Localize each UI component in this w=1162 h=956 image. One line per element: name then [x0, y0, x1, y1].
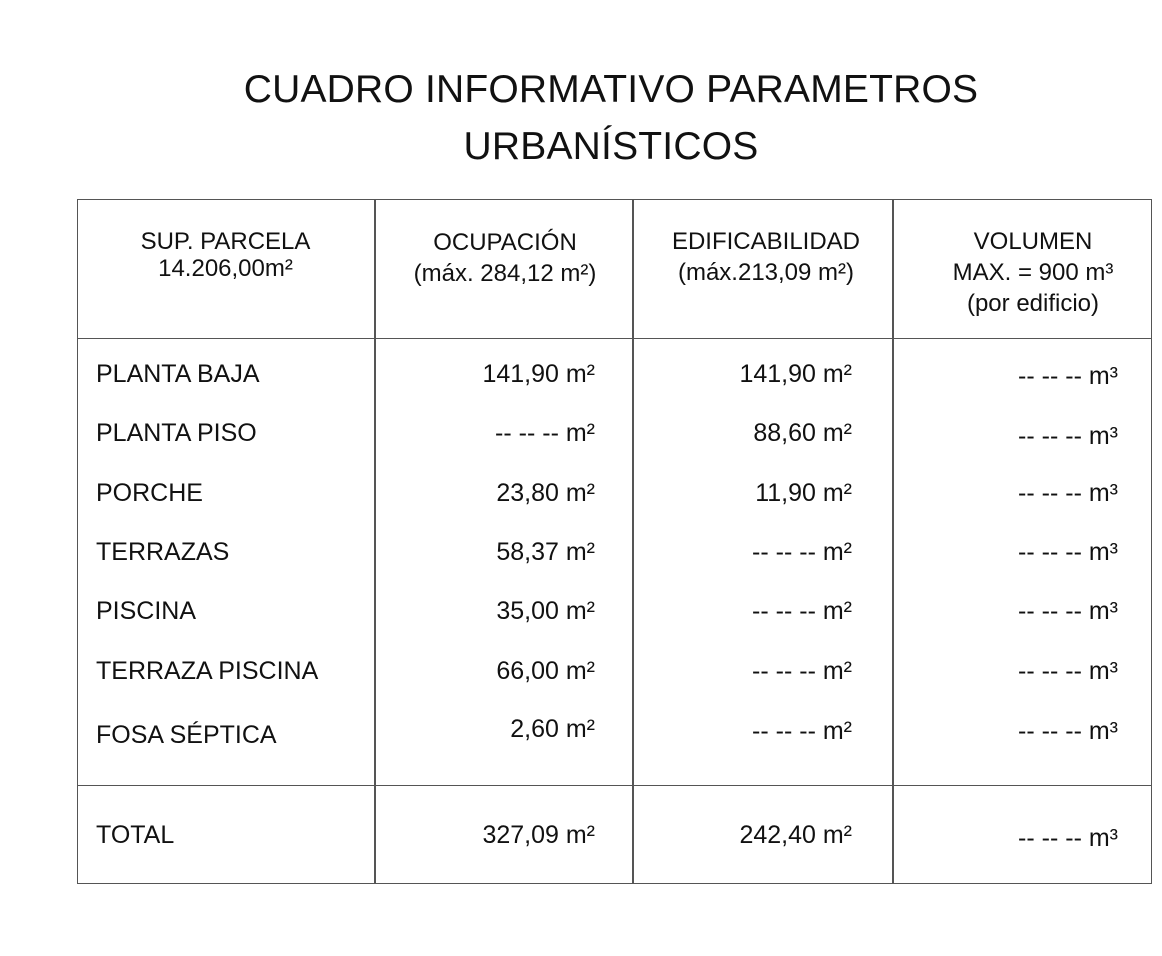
row-label: PISCINA	[96, 597, 197, 625]
total-label: TOTAL	[96, 821, 175, 849]
edificabilidad-value: -- -- -- m²	[752, 717, 852, 745]
header-ocupacion	[376, 227, 634, 289]
page-title-line2: URBANÍSTICOS	[463, 125, 759, 168]
header-line: (máx.213,09 m²)	[677, 259, 855, 286]
total-edificabilidad-value: 242,40 m²	[739, 821, 852, 849]
edificabilidad-value: 11,90 m²	[755, 479, 852, 507]
ocupacion-value: 23,80 m²	[496, 479, 595, 507]
ocupacion-value: 58,37 m²	[496, 538, 595, 566]
header-volumen	[894, 226, 1162, 319]
row-label: PORCHE	[96, 479, 203, 507]
volumen-value: -- -- -- m³	[1018, 362, 1118, 390]
volumen-value: -- -- -- m³	[1018, 657, 1118, 685]
row-label: FOSA SÉPTICA	[96, 721, 277, 749]
ocupacion-value: 2,60 m²	[510, 715, 595, 743]
ocupacion-value: 141,90 m²	[482, 360, 595, 388]
edificabilidad-value: -- -- -- m²	[752, 657, 852, 685]
header-line: EDIFICABILIDAD	[671, 228, 861, 255]
total-divider	[77, 785, 1152, 786]
header-line: (por edificio)	[966, 290, 1100, 317]
ocupacion-value: -- -- -- m²	[495, 419, 595, 447]
header-edificabilidad	[640, 226, 892, 288]
column-divider	[374, 199, 376, 884]
header-divider	[77, 338, 1152, 339]
volumen-value: -- -- -- m³	[1018, 538, 1118, 566]
edificabilidad-value: -- -- -- m²	[752, 538, 852, 566]
ocupacion-value: 35,00 m²	[496, 597, 595, 625]
column-divider	[632, 199, 634, 884]
total-volumen-value: -- -- -- m³	[1018, 824, 1118, 852]
header-line: 14.206,00m²	[158, 255, 293, 282]
row-label: PLANTA BAJA	[96, 360, 260, 388]
header-sup-parcela	[77, 226, 374, 284]
volumen-value: -- -- -- m³	[1018, 422, 1118, 450]
row-label: PLANTA PISO	[96, 419, 257, 447]
volumen-value: -- -- -- m³	[1018, 597, 1118, 625]
header-line: MAX. = 900 m³	[952, 259, 1114, 286]
header-line: VOLUMEN	[973, 228, 1093, 255]
edificabilidad-value: 88,60 m²	[753, 419, 852, 447]
edificabilidad-value: 141,90 m²	[739, 360, 852, 388]
row-label: TERRAZA PISCINA	[96, 657, 319, 685]
header-line: SUP. PARCELA	[140, 228, 311, 255]
edificabilidad-value: -- -- -- m²	[752, 597, 852, 625]
ocupacion-value: 66,00 m²	[496, 657, 595, 685]
row-label: TERRAZAS	[96, 538, 230, 566]
volumen-value: -- -- -- m³	[1018, 717, 1118, 745]
total-ocupacion-value: 327,09 m²	[482, 821, 595, 849]
header-line: (máx. 284,12 m²)	[413, 260, 597, 287]
page-title-line1: CUADRO INFORMATIVO PARAMETROS	[243, 68, 979, 111]
header-line: OCUPACIÓN	[433, 229, 577, 256]
volumen-value: -- -- -- m³	[1018, 479, 1118, 507]
